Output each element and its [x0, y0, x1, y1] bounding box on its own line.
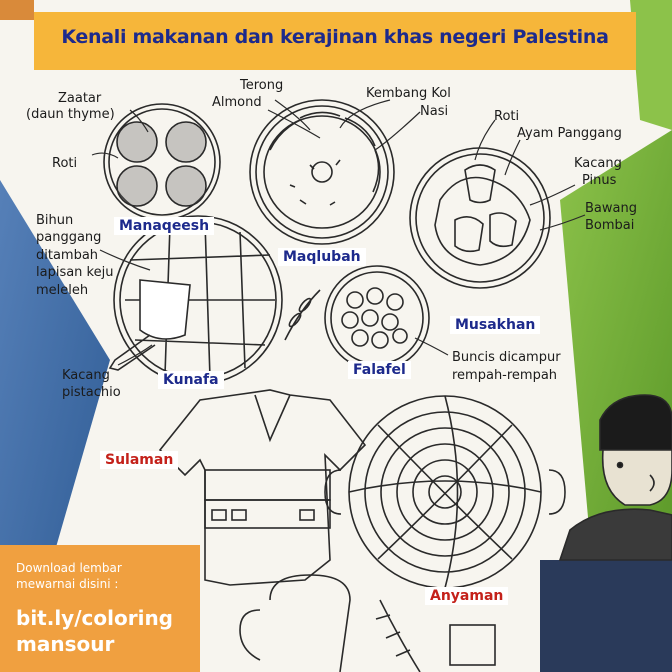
- kunafa-illustration: [110, 216, 282, 384]
- download-line-2: mewarnai disini :: [16, 577, 119, 591]
- note-kacang-kunafa: Kacang: [62, 368, 110, 383]
- tag-musakhan: Musakhan: [450, 316, 540, 334]
- tag-falafel: Falafel: [348, 361, 411, 379]
- note-ditambah: ditambah: [36, 248, 99, 263]
- note-buncis: Buncis dicampur: [452, 350, 561, 365]
- anyaman-illustration: [325, 396, 565, 588]
- wheat-sprig: [376, 600, 420, 672]
- manaqeesh-illustration: [104, 104, 220, 220]
- tag-anyaman: Anyaman: [425, 587, 508, 605]
- page-title: Kenali makanan dan kerajinan khas negeri Palestina: [61, 26, 609, 48]
- note-panggang: panggang: [36, 230, 102, 245]
- note-kacang: Kacang: [574, 156, 622, 171]
- tag-manaqeesh: Manaqeesh: [114, 217, 214, 235]
- note-lapisan-keju: lapisan keju: [36, 265, 114, 280]
- small-box: [450, 625, 495, 665]
- note-roti-musakhan: Roti: [494, 109, 520, 124]
- note-nasi: Nasi: [420, 104, 449, 119]
- note-zaatar: Zaatar: [58, 91, 102, 106]
- note-kembang-kol: Kembang Kol: [366, 86, 451, 101]
- musakhan-illustration: [410, 148, 550, 288]
- note-ayam-panggang: Ayam Panggang: [517, 126, 622, 141]
- falafel-illustration: [325, 266, 429, 370]
- character-illustration: [560, 395, 672, 560]
- download-link-part-1[interactable]: bit.ly/coloring: [16, 606, 173, 630]
- leaf-sprig: [285, 290, 320, 340]
- tag-sulaman: Sulaman: [100, 451, 178, 469]
- download-line-1: Download lembar: [16, 561, 122, 575]
- tag-maqlubah: Maqlubah: [278, 248, 366, 266]
- download-link-part-2[interactable]: mansour: [16, 632, 115, 656]
- tag-kunafa: Kunafa: [158, 371, 224, 389]
- note-pinus: Pinus: [582, 173, 617, 188]
- note-meleleh: meleleh: [36, 283, 89, 298]
- note-bawang: Bawang: [585, 201, 637, 216]
- maqlubah-illustration: [250, 100, 394, 244]
- note-almond: Almond: [212, 95, 262, 110]
- note-rempah: rempah-rempah: [452, 368, 558, 383]
- note-roti-manaqeesh: Roti: [52, 156, 78, 171]
- note-bihun: Bihun: [36, 213, 74, 228]
- note-pistachio: pistachio: [62, 385, 121, 400]
- note-terong: Terong: [240, 78, 284, 93]
- note-daun-thyme: (daun thyme): [26, 107, 115, 122]
- jug-illustration: [240, 575, 350, 672]
- note-bombai: Bombai: [585, 218, 635, 233]
